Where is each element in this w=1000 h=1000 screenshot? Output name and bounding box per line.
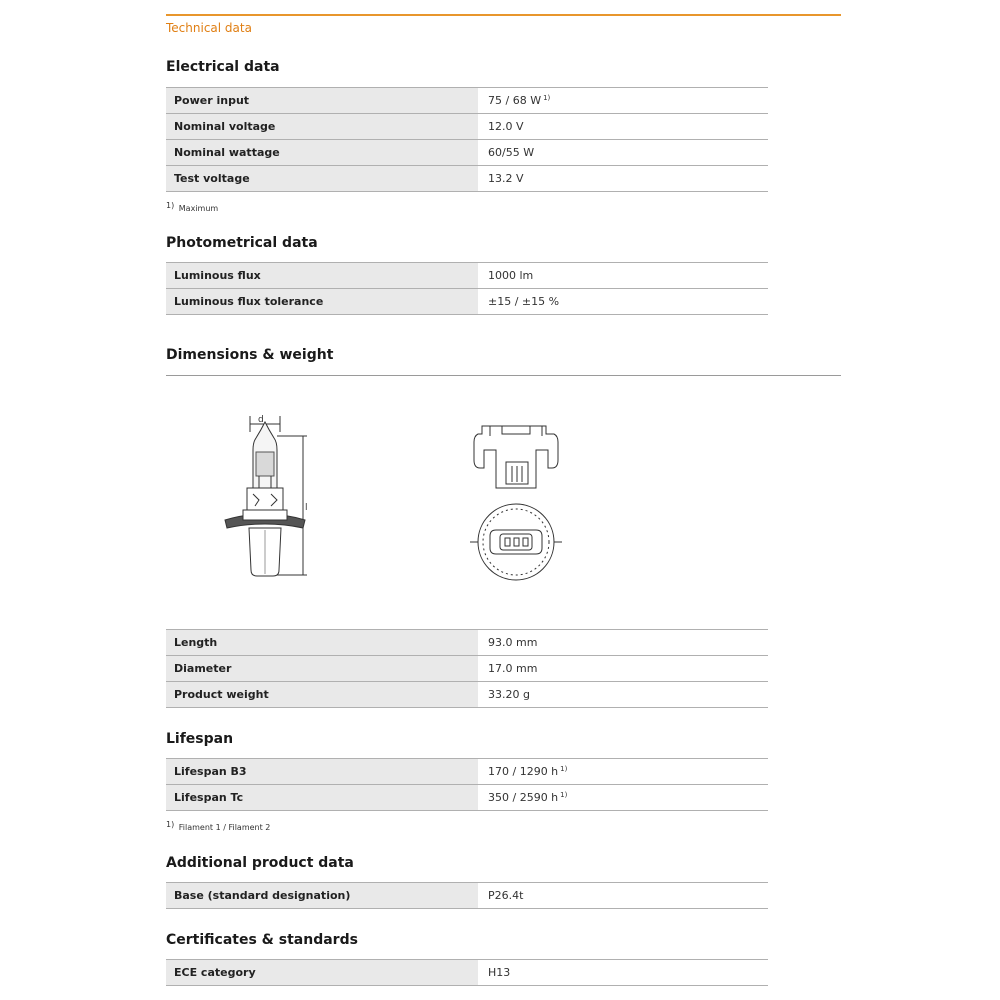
- dimension-label-d: d: [258, 415, 264, 425]
- value-text: 350 / 2590 h: [488, 791, 559, 804]
- row-value: 13.2 V: [478, 166, 768, 192]
- row-label: ECE category: [166, 960, 478, 986]
- footnote-number: 1): [166, 201, 175, 210]
- bulb-side-drawing: [215, 410, 325, 590]
- footnote-number: 1): [166, 820, 175, 829]
- electrical-footnote: [166, 201, 218, 213]
- electrical-section-title: Electrical data: [166, 59, 280, 75]
- value-text: 170 / 1290 h: [488, 765, 559, 778]
- value-text: 75 / 68 W: [488, 94, 542, 107]
- table-row: [166, 682, 768, 708]
- row-value: 12.0 V: [478, 114, 768, 140]
- row-value: 93.0 mm: [478, 630, 768, 656]
- lifespan-table: [166, 758, 768, 811]
- page-title: Technical data: [166, 21, 252, 35]
- socket-top-view: [474, 426, 558, 488]
- row-label: Lifespan B3: [166, 759, 478, 785]
- footnote-ref: 1): [560, 765, 568, 773]
- row-label: Luminous flux: [166, 263, 478, 289]
- row-label: Base (standard designation): [166, 883, 478, 909]
- lifespan-footnote: [166, 820, 270, 832]
- row-value: 33.20 g: [478, 682, 768, 708]
- electrical-table: [166, 87, 768, 192]
- row-label: Luminous flux tolerance: [166, 289, 478, 315]
- row-label: Diameter: [166, 656, 478, 682]
- certificates-section-title: Certificates & standards: [166, 932, 358, 948]
- row-value: H13: [478, 960, 768, 986]
- table-row: [166, 166, 768, 192]
- collar: [247, 488, 283, 510]
- footnote-ref: 1): [560, 791, 568, 799]
- socket-drawings: [462, 412, 572, 592]
- table-row: [166, 263, 768, 289]
- row-value: [478, 785, 768, 811]
- row-label: Lifespan Tc: [166, 785, 478, 811]
- row-value: 17.0 mm: [478, 656, 768, 682]
- row-value: 60/55 W: [478, 140, 768, 166]
- row-value: [478, 88, 768, 114]
- footnote-text: Maximum: [178, 204, 219, 213]
- table-row: [166, 785, 768, 811]
- row-value: 1000 lm: [478, 263, 768, 289]
- row-value: P26.4t: [478, 883, 768, 909]
- table-row: [166, 630, 768, 656]
- table-row: [166, 289, 768, 315]
- table-row: [166, 114, 768, 140]
- photometrical-table: [166, 262, 768, 315]
- base-ring: [243, 510, 287, 520]
- photometrical-section-title: Photometrical data: [166, 235, 318, 251]
- certificates-table: [166, 959, 768, 986]
- filament-area: [256, 452, 274, 476]
- table-row: [166, 656, 768, 682]
- row-label: Nominal voltage: [166, 114, 478, 140]
- dimension-label-l: l: [305, 503, 308, 513]
- dimensions-table: [166, 629, 768, 708]
- row-label: Length: [166, 630, 478, 656]
- additional-section-title: Additional product data: [166, 855, 354, 871]
- table-row: [166, 759, 768, 785]
- footnote-ref: 1): [543, 94, 551, 102]
- table-row: [166, 960, 768, 986]
- row-label: Test voltage: [166, 166, 478, 192]
- row-label: Nominal wattage: [166, 140, 478, 166]
- dimensions-section-title: Dimensions & weight: [166, 347, 334, 363]
- header-rule: [166, 14, 841, 16]
- row-value: [478, 759, 768, 785]
- lifespan-section-title: Lifespan: [166, 731, 234, 747]
- footnote-text: Filament 1 / Filament 2: [178, 823, 271, 832]
- table-row: [166, 883, 768, 909]
- table-row: [166, 88, 768, 114]
- row-value: ±15 / ±15 %: [478, 289, 768, 315]
- additional-table: [166, 882, 768, 909]
- table-row: [166, 140, 768, 166]
- row-label: Product weight: [166, 682, 478, 708]
- divider: [166, 375, 841, 376]
- row-label: Power input: [166, 88, 478, 114]
